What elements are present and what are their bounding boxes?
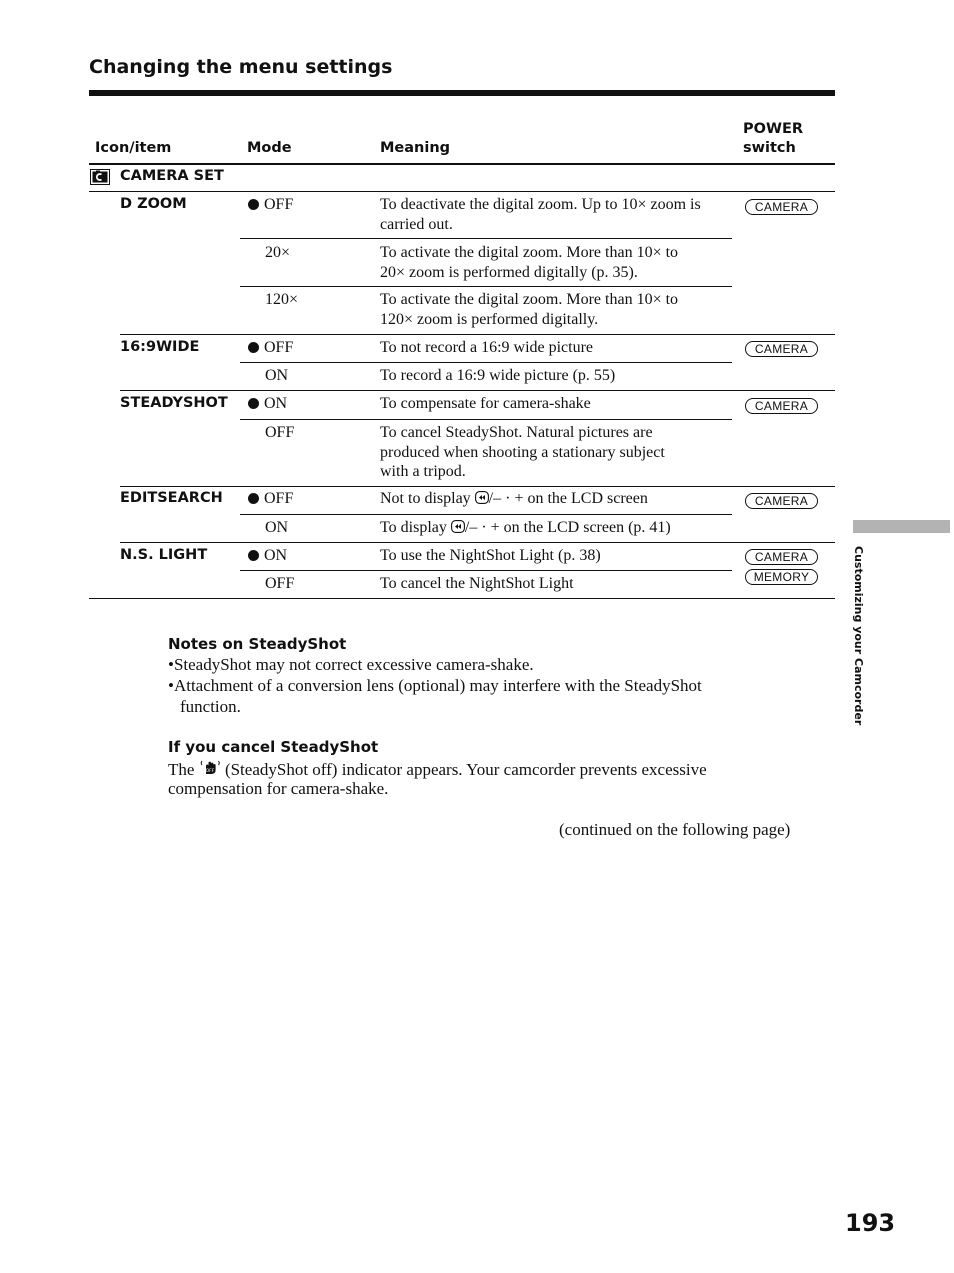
cancel-steadyshot-heading: If you cancel SteadyShot — [168, 738, 379, 756]
camera-set-icon — [90, 169, 110, 185]
item-ns-light: N.S. LIGHT — [120, 547, 208, 563]
section-camera-set: CAMERA SET — [120, 168, 224, 184]
mode-ss-on: ON — [248, 394, 287, 414]
item-16-9-wide: 16:9WIDE — [120, 339, 200, 355]
row-rule — [120, 334, 835, 335]
power-camera-badge: CAMERA — [745, 398, 818, 414]
power-camera-badge: CAMERA — [745, 199, 818, 215]
side-section-label: Customizing your Camcorder — [852, 546, 865, 726]
row-rule — [240, 362, 732, 363]
mode-dzoom-off: OFF — [248, 195, 293, 215]
item-steadyshot: STEADYSHOT — [120, 395, 228, 411]
meaning-es-on: To display /– · + on the LCD screen (p. 41) — [380, 519, 671, 536]
mode-wide-on: ON — [265, 367, 289, 384]
default-marker-icon — [248, 199, 259, 210]
header-meaning: Meaning — [380, 140, 451, 156]
row-rule — [240, 419, 732, 420]
default-marker-icon — [248, 493, 259, 504]
meaning-dzoom-120: To activate the digital zoom. More than 10× to 120× zoom is performed digitally. — [380, 291, 679, 328]
header-mode: Mode — [247, 140, 292, 156]
cancel-text-line1: The OFF (SteadyShot off) indicator appears. Your camcorder prevents excessive — [168, 760, 707, 779]
meaning-wide-off: To not record a 16:9 wide picture — [380, 339, 594, 356]
item-d-zoom: D ZOOM — [120, 196, 187, 212]
notes-steadyshot-heading: Notes on SteadyShot — [168, 635, 347, 653]
note-bullet-2: •Attachment of a conversion lens (optional) may interfere with the SteadyShot — [168, 676, 702, 695]
row-rule — [120, 486, 835, 487]
mode-dzoom-120: 120× — [265, 291, 299, 308]
row-rule — [240, 286, 732, 287]
power-memory-badge: MEMORY — [745, 569, 818, 585]
mode-es-on: ON — [265, 519, 289, 536]
header-icon-item: Icon/item — [95, 140, 172, 156]
editsearch-icon — [451, 520, 465, 533]
table-bottom-rule — [89, 598, 835, 599]
meaning-ss-on: To compensate for camera-shake — [380, 395, 591, 412]
note-bullet-2-cont: function. — [180, 697, 241, 716]
header-rule — [89, 163, 835, 165]
default-marker-icon — [248, 342, 259, 353]
row-rule — [240, 238, 732, 239]
row-rule — [240, 514, 732, 515]
continued-note: (continued on the following page) — [559, 820, 791, 839]
mode-ns-on: ON — [248, 546, 287, 566]
meaning-ss-off: To cancel SteadyShot. Natural pictures are produced when shooting a stationary subject with a tripod. — [380, 424, 665, 480]
row-rule — [120, 542, 835, 543]
power-camera-badge: CAMERA — [745, 549, 818, 565]
editsearch-icon — [475, 491, 489, 504]
mode-ns-off: OFF — [265, 575, 295, 592]
svg-text:OFF: OFF — [205, 769, 215, 774]
meaning-wide-on: To record a 16:9 wide picture (p. 55) — [380, 367, 616, 384]
mode-wide-off: OFF — [248, 338, 293, 358]
power-camera-badge: CAMERA — [745, 493, 818, 509]
default-marker-icon — [248, 550, 259, 561]
page-number: 193 — [845, 1209, 896, 1237]
meaning-es-off: Not to display /– · + on the LCD screen — [380, 490, 648, 507]
meaning-ns-on: To use the NightShot Light (p. 38) — [380, 547, 601, 564]
meaning-ns-off: To cancel the NightShot Light — [380, 575, 574, 592]
mode-es-off: OFF — [248, 489, 293, 509]
row-rule — [89, 191, 835, 192]
default-marker-icon — [248, 398, 259, 409]
section-tab-marker — [853, 520, 950, 533]
steadyshot-off-icon — [199, 759, 221, 777]
mode-dzoom-20: 20× — [265, 244, 291, 261]
cancel-text-line2: compensation for camera-shake. — [168, 779, 389, 798]
meaning-dzoom-off: To deactivate the digital zoom. Up to 10× zoom is carried out. — [380, 196, 701, 233]
meaning-dzoom-20: To activate the digital zoom. More than 10× to 20× zoom is performed digitally (p. 35). — [380, 244, 679, 281]
note-bullet-1: •SteadyShot may not correct excessive camera-shake. — [168, 655, 534, 674]
header-power-line2: switch — [743, 140, 796, 156]
item-editsearch: EDITSEARCH — [120, 490, 223, 506]
power-camera-badge: CAMERA — [745, 341, 818, 357]
mode-ss-off: OFF — [265, 424, 295, 441]
title-rule — [89, 90, 835, 96]
row-rule — [240, 570, 732, 571]
page-title: Changing the menu settings — [89, 56, 393, 78]
header-power-line1: POWER — [743, 121, 804, 137]
row-rule — [120, 390, 835, 391]
